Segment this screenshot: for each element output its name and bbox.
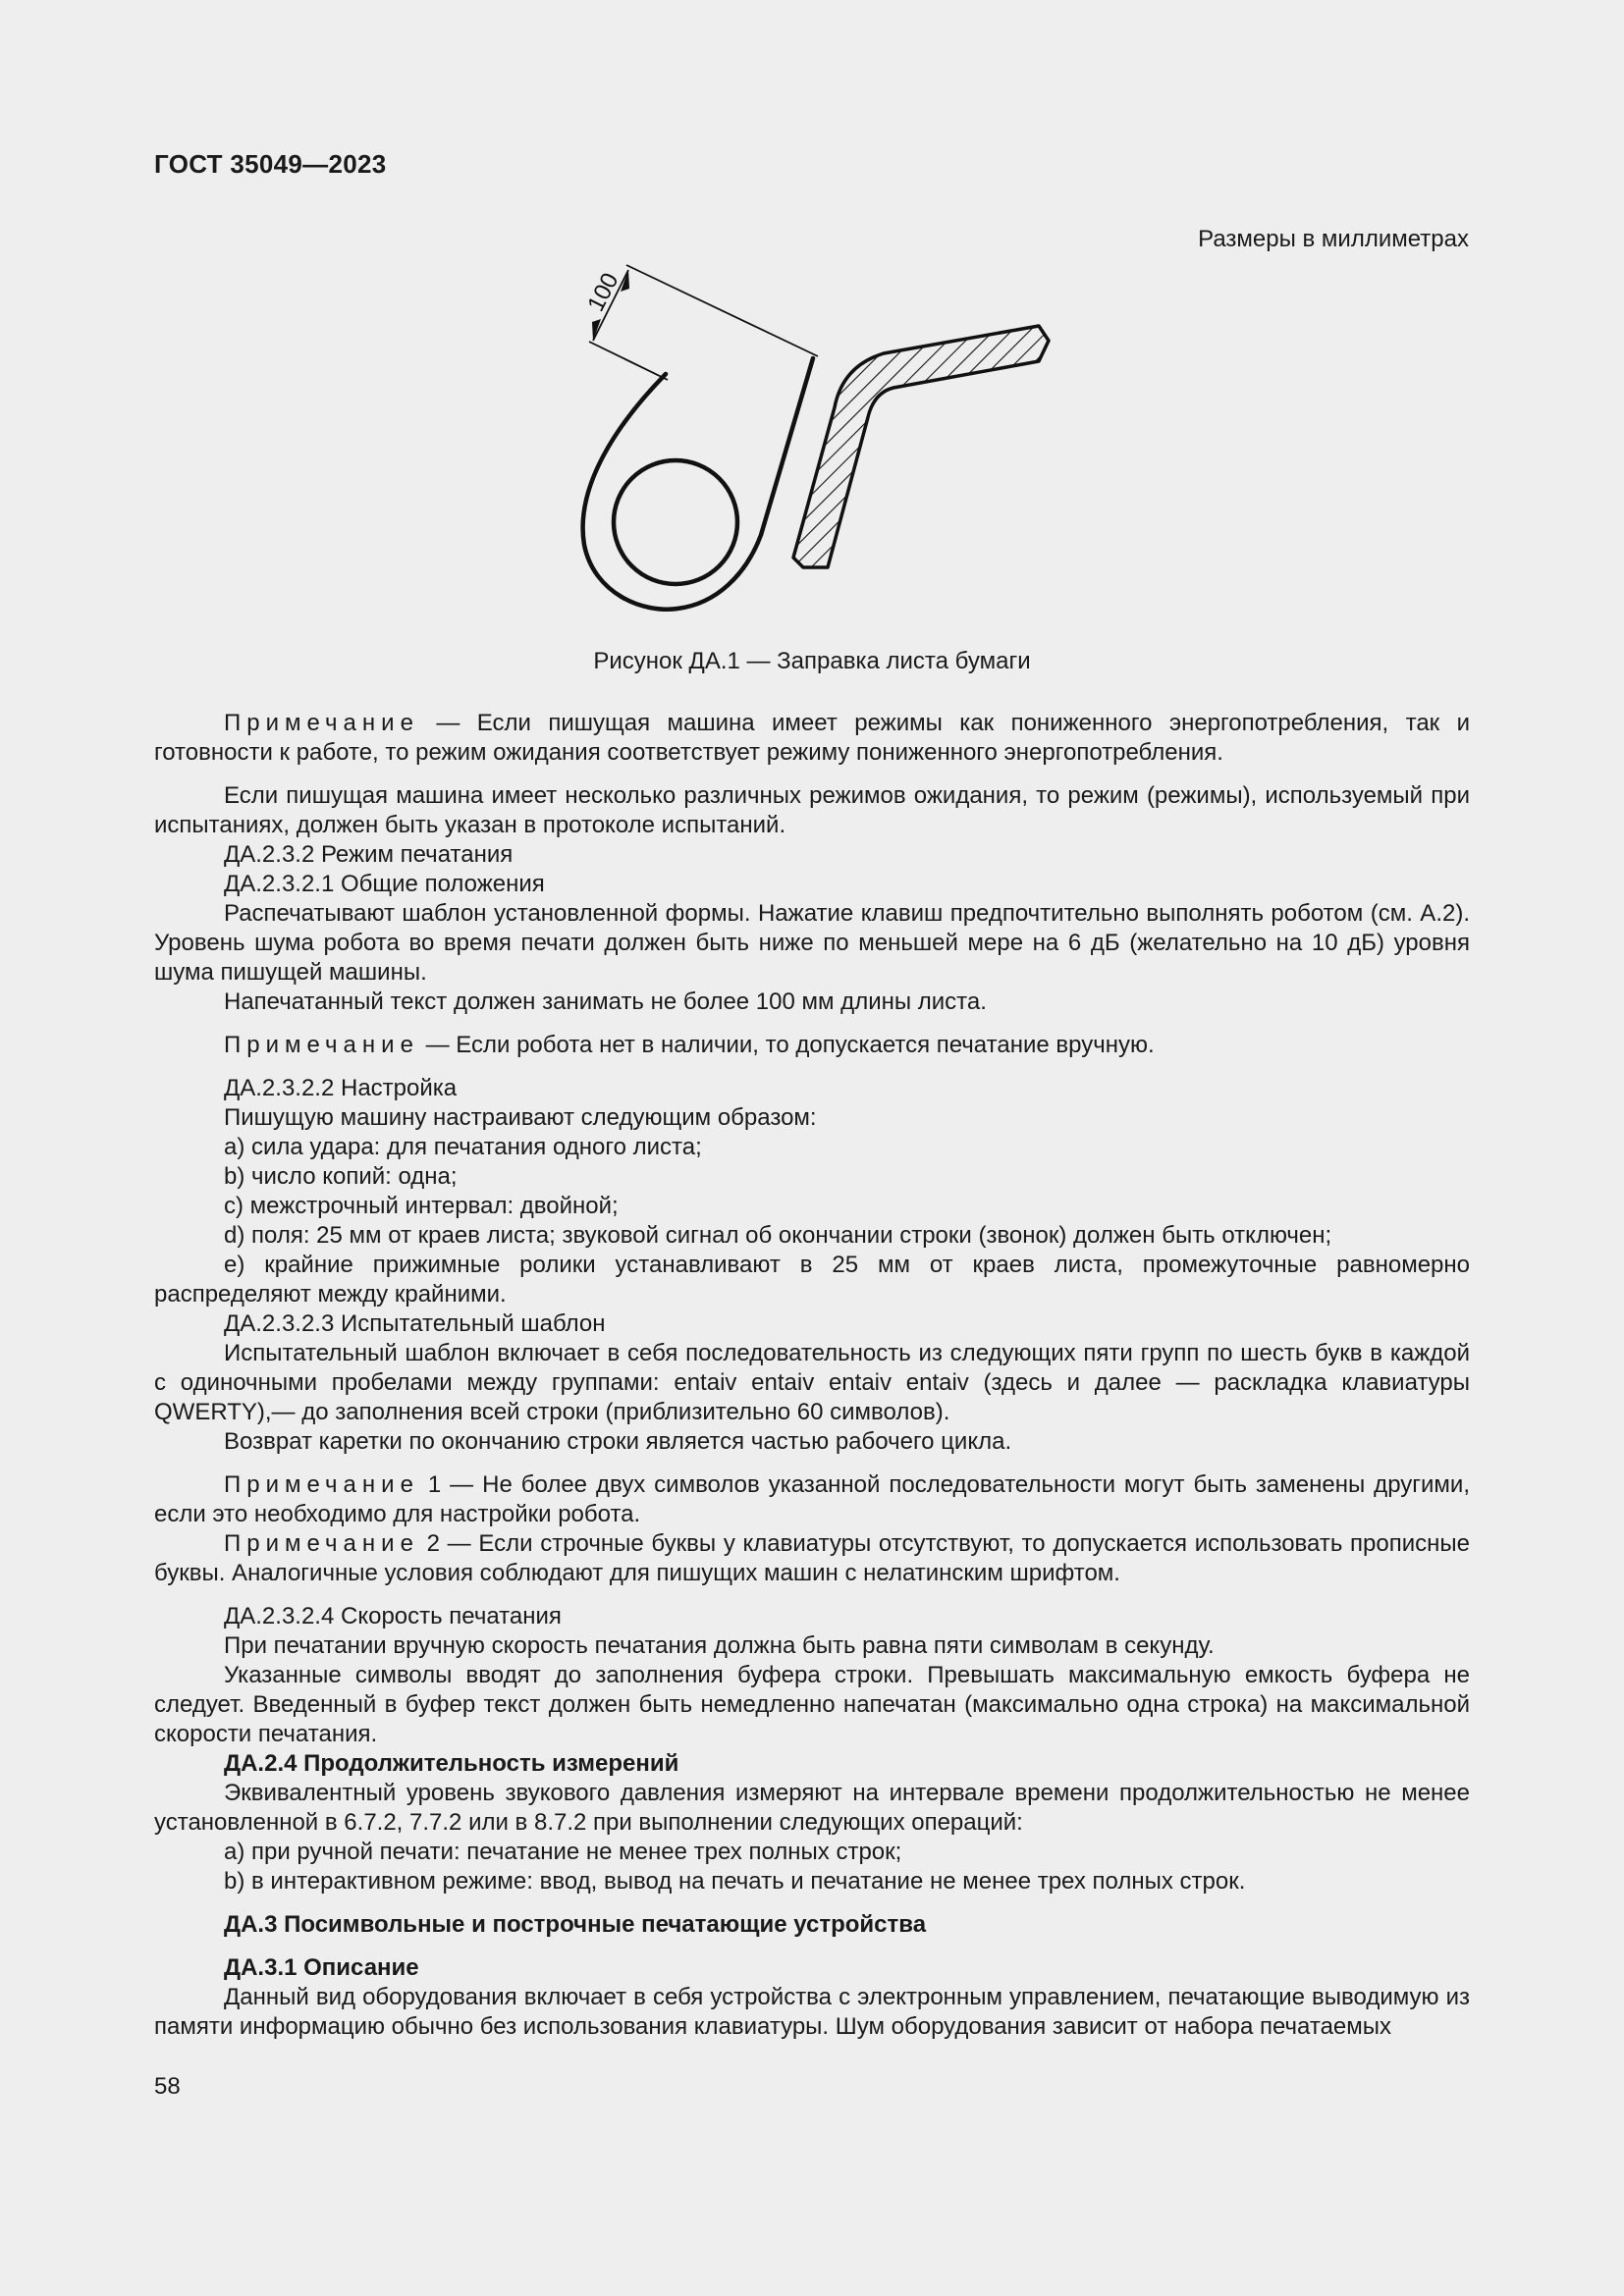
dimension-arrow-bottom (592, 319, 601, 341)
document-body (154, 709, 1470, 2042)
paper-loading-figure (550, 250, 1080, 633)
paragraph: При печатании вручную скорость печатания должна быть равна пяти символам в секунду. (224, 1632, 1215, 1659)
list-item: e) крайние прижимные ролики устанавливают в 25 мм от краев листа, промежуточные равномерно распределяют между крайними. (154, 1252, 1470, 1308)
paragraph: Эквивалентный уровень звукового давления измеряют на интервале времени продолжительностью не менее установленной в 6.7.2, 7.7.2 или в 8.7.2 при выполнении следующих операций: (154, 1780, 1470, 1836)
list-item: d) поля: 25 мм от краев листа; звуковой сигнал об окончании строки (звонок) должен быть отключен; (224, 1222, 1332, 1249)
figure-caption: Рисунок ДА.1 — Заправка листа бумаги (593, 648, 1031, 674)
page-header: ГОСТ 35049—2023 (154, 149, 387, 179)
paragraph: Распечатывают шаблон установленной формы. Нажатие клавиш предпочтительно выполнять роботом (см. А.2). Уровень шума робота во время печати должен быть ниже по меньшей мере на 6 дБ (желательно на 10 дБ) уровня шума пишущей машины. (154, 900, 1470, 986)
note-paragraph (154, 1529, 1470, 1588)
dimension-extension-line-upper (626, 265, 818, 356)
section-heading-bold: ДА.3.1 Описание (224, 1954, 419, 1981)
section-heading-bold: ДА.2.4 Продолжительность измерений (224, 1750, 679, 1777)
paragraph: Данный вид оборудования включает в себя устройства с электронным управлением, печатающие выводимую из памяти информацию обычно без использования клавиатуры. Шум оборудования зависит от набора печатаемых (154, 1984, 1470, 2040)
section-heading-bold: ДА.3 Посимвольные и построчные печатающие устройства (224, 1911, 927, 1938)
list-item: b) в интерактивном режиме: ввод, вывод на печать и печатание не менее трех полных строк. (224, 1868, 1246, 1895)
paragraph: Напечатанный текст должен занимать не более 100 мм длины листа. (224, 988, 987, 1015)
note-text: — Если робота нет в наличии, то допускается печатание вручную. (418, 1032, 1155, 1058)
note-label: Примечание (224, 1471, 419, 1498)
dimension-extension-line-lower (589, 342, 668, 380)
paper-sheet-loop (583, 358, 813, 610)
list-item: c) межстрочный интервал: двойной; (224, 1193, 619, 1219)
list-item: a) сила удара: для печатания одного листа; (224, 1134, 702, 1160)
paragraph: Возврат каретки по окончанию строки является частью рабочего цикла. (224, 1428, 1012, 1455)
section-heading: ДА.2.3.2 Режим печатания (224, 841, 514, 868)
platen-roller (614, 460, 737, 584)
note-label: Примечание (224, 1530, 419, 1557)
dimensions-note: Размеры в миллиметрах (1198, 226, 1469, 252)
note-paragraph (154, 1470, 1470, 1529)
page-number: 58 (154, 2073, 181, 2100)
paragraph: Указанные символы вводят до заполнения буфера строки. Превышать максимальную емкость буфера не следует. Введенный в буфер текст должен быть немедленно напечатан (максимально одна строка) на максимальной скорости печатания. (154, 1662, 1470, 1747)
section-heading: ДА.2.3.2.2 Настройка (224, 1075, 458, 1101)
paper-guide-plate (793, 326, 1049, 567)
note-text: — Если пишущая машина имеет режимы как пониженного энергопотребления, так и готовности к работе, то режим ожидания соответствует режиму пониженного энергопотребления. (154, 710, 1470, 766)
section-heading: ДА.2.3.2.3 Испытательный шаблон (224, 1310, 606, 1337)
note-paragraph (154, 1031, 1470, 1060)
paragraph: Испытательный шаблон включает в себя последовательность из следующих пяти групп по шесть букв в каждой с одиночными пробелами между группами: entaiv entaiv entaiv entaiv (здесь и далее — раскладка клавиатуры QWERTY),— до заполнения всей строки (приблизительно 60 символов). (154, 1340, 1470, 1425)
paper-loading-drawing (550, 250, 1080, 633)
note-paragraph (154, 709, 1470, 768)
list-item: a) при ручной печати: печатание не менее трех полных строк; (224, 1839, 902, 1865)
dimension-label: 100 (582, 268, 624, 316)
list-item: b) число копий: одна; (224, 1163, 458, 1190)
section-heading: ДА.2.3.2.4 Скорость печатания (224, 1603, 562, 1629)
note-label: Примечание (224, 1032, 419, 1058)
note-text: 1 — Не более двух символов указанной последовательности могут быть заменены другими, если это необходимо для настройки робота. (154, 1471, 1470, 1527)
paragraph: Если пишущая машина имеет несколько различных режимов ожидания, то режим (режимы), используемый при испытаниях, должен быть указан в протоколе испытаний. (154, 782, 1470, 838)
note-label: Примечание (224, 710, 419, 736)
section-heading: ДА.2.3.2.1 Общие положения (224, 871, 545, 897)
note-text: 2 — Если строчные буквы у клавиатуры отсутствуют, то допускается использовать прописные буквы. Аналогичные условия соблюдают для пишущих машин с нелатинским шрифтом. (154, 1530, 1470, 1586)
paragraph: Пишущую машину настраивают следующим образом: (224, 1104, 817, 1131)
